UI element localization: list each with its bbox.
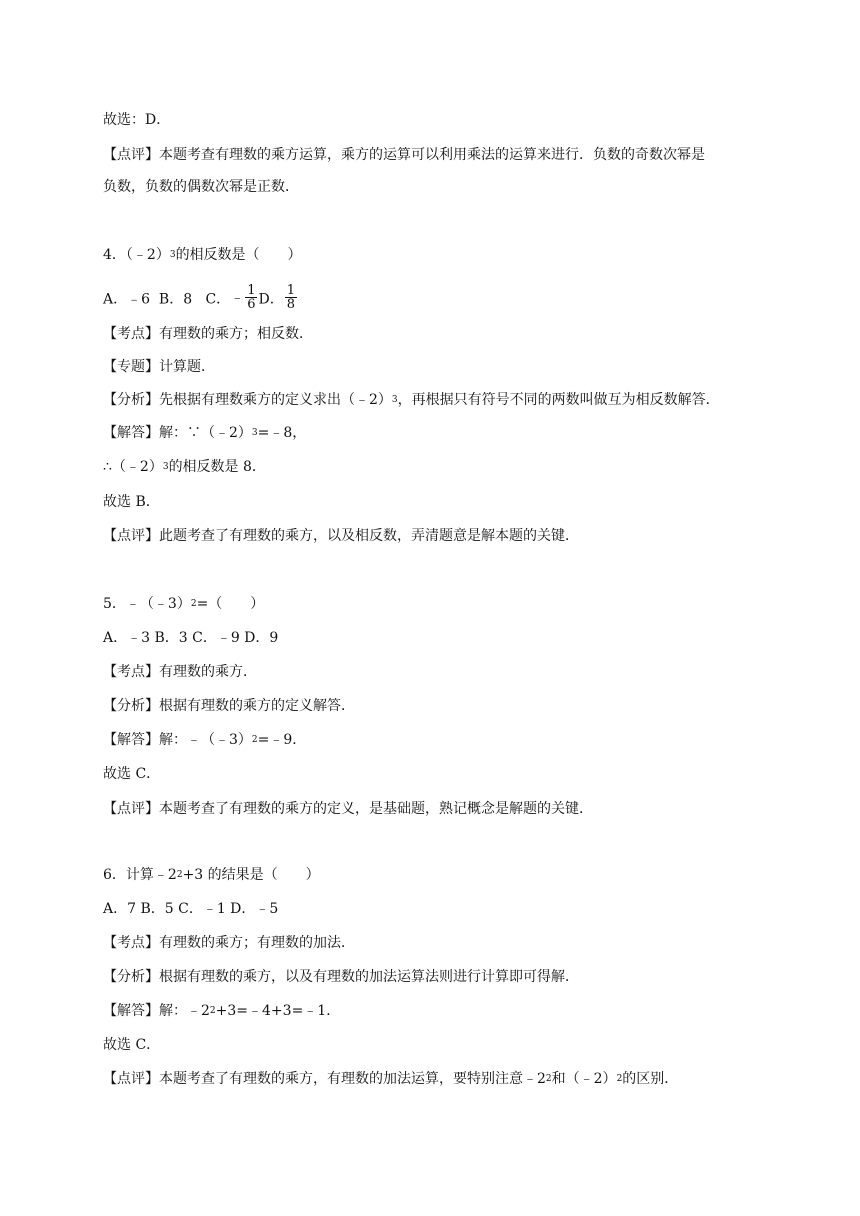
question-5-stem: 5．﹣（﹣3）$^2$=（ ） — [103, 596, 265, 612]
comment-line-continued: 负数，负数的偶数次幂是正数． — [103, 179, 299, 195]
question-6-answer: 故选 C． — [103, 1037, 161, 1053]
question-5-answer: 故选 C． — [103, 766, 161, 782]
question-4-therefore: ∴（﹣2）$^3$的相反数是 8． — [103, 459, 266, 475]
question-4-zhuanti: 【专题】计算题． — [103, 359, 215, 375]
question-6-jieda: 【解答】解：$﹣2^2+3=﹣4+3=﹣1$． — [103, 1003, 341, 1019]
question-5-options: A．﹣3 B．3 C．﹣9 D．9 — [103, 630, 279, 646]
question-6-fenxi: 【分析】根据有理数的乘方，以及有理数的加法运算法则进行计算即可得解． — [103, 969, 579, 985]
question-4-answer: 故选 B． — [103, 494, 160, 510]
question-4-comment: 【点评】此题考查了有理数的乘方，以及相反数，弄清题意是解本题的关键． — [103, 528, 579, 544]
question-5-kaodian: 【考点】有理数的乘方． — [103, 664, 257, 680]
question-6-stem: 6．计算$﹣2^2+3$ 的结果是（ ） — [103, 867, 320, 883]
fraction-option-d: $\frac{1}{8}$ — [286, 283, 295, 312]
question-4-fenxi: 【分析】先根据有理数乘方的定义求出（﹣2）$^3$，再根据只有符号不同的两数叫做互为相反数解答． — [103, 392, 720, 408]
question-5-jieda: 【解答】解：﹣（﹣3）$^2$=﹣9． — [103, 732, 307, 748]
question-6-options: A．7 B．5 C．﹣1 D．﹣5 — [103, 901, 279, 917]
question-6-kaodian: 【考点】有理数的乘方；有理数的加法． — [103, 935, 355, 951]
fraction-option-c: $\frac{1}{6}$ — [247, 283, 256, 312]
question-4-options: A．﹣6 B．8 C．﹣ $\frac{1}{6}$ D． $\frac{1}{8}$ — [103, 283, 295, 312]
question-5-comment: 【点评】本题考查了有理数的乘方的定义，是基础题，熟记概念是解题的关键． — [103, 801, 593, 817]
answer-line: 故选：D． — [103, 112, 171, 128]
question-5-fenxi: 【分析】根据有理数的乘方的定义解答． — [103, 698, 355, 714]
comment-line: 【点评】本题考查有理数的乘方运算，乘方的运算可以利用乘法的运算来进行．负数的奇数次幂是 — [103, 147, 705, 163]
question-4-kaodian: 【考点】有理数的乘方；相反数． — [103, 326, 313, 342]
question-4-jieda: 【解答】解：∵（﹣2）$^3$=﹣8， — [103, 425, 307, 441]
question-4-stem: 4．（﹣2）$^3$的相反数是（ ） — [103, 247, 302, 263]
question-6-comment: 【点评】本题考查了有理数的乘方，有理数的加法运算，要特别注意$﹣2^2$和（﹣2）$^2$的区别． — [103, 1071, 679, 1087]
